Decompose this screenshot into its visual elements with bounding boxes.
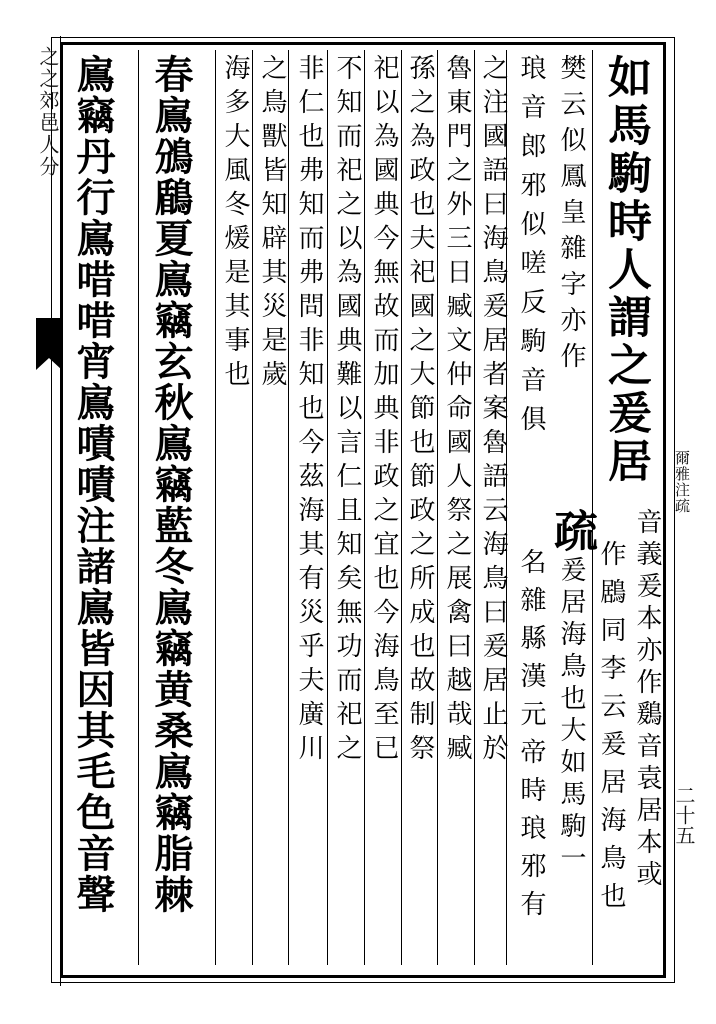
commentary-column: 之注國語曰海鳥爰居者案魯語云海鳥曰爰居止於	[478, 54, 508, 768]
commentary-column: 疏爰居海鳥也大如馬駒一	[546, 508, 597, 876]
classic-text-column: 如馬駒時人謂之爰居	[600, 54, 651, 486]
column-rule	[252, 50, 253, 965]
column-rule	[364, 50, 365, 965]
column-rule	[327, 50, 328, 965]
page-number: 二十五	[672, 785, 696, 845]
column-rule	[215, 50, 216, 965]
commentary-column: 樊云似鳳皇雜字亦作	[556, 54, 586, 378]
commentary-column: 魯東門之外三日臧文仲命國人祭之展禽曰越哉臧	[442, 54, 472, 768]
shu-marker: 疏	[546, 508, 597, 556]
commentary-column: 祀以為國典今無故而加典非政之宜也今海鳥至已	[369, 54, 399, 768]
commentary-column: 作鶋同李云爰居海鳥也	[596, 540, 626, 920]
spine-gutter	[36, 36, 61, 986]
column-rule	[401, 50, 402, 965]
commentary-column: 不知而祀之以為國典難以言仁且知矣無功而祀之	[332, 54, 362, 768]
column-rule	[138, 50, 139, 965]
commentary-column: 琅音郎邪似嗟反駒音俱	[516, 54, 546, 444]
commentary-column: 海多大風冬煖是其事也	[220, 54, 250, 394]
spine-text: 之之郊邑人分	[36, 46, 60, 178]
classic-text-column: 春鳸鳻鶞夏鳸竊玄秋鳸竊藍冬鳸竊黄桑鳸竊脂棘	[148, 54, 194, 915]
classic-text-column: 鳸竊丹行鳸唶唶宵鳸嘖嘖注諸鳸皆因其毛色音聲	[70, 54, 116, 915]
column-rule	[288, 50, 289, 965]
commentary-column: 之鳥獸皆知辟其災是歲	[257, 54, 287, 394]
book-title: 爾雅注疏	[673, 450, 691, 514]
commentary-column: 孫之為政也夫祀國之大節也節政之所成也故制祭	[405, 54, 435, 768]
column-rule	[474, 50, 475, 965]
commentary-column: 名雜縣漢元帝時琅邪有	[516, 548, 546, 928]
column-rule	[437, 50, 438, 965]
commentary-column: 音義爰本亦作鶢音袁居本或	[632, 508, 662, 892]
fishtail-mark	[36, 318, 62, 358]
commentary-column: 非仁也弗知而弗問非知也今茲海其有災乎夫廣川	[294, 54, 324, 768]
